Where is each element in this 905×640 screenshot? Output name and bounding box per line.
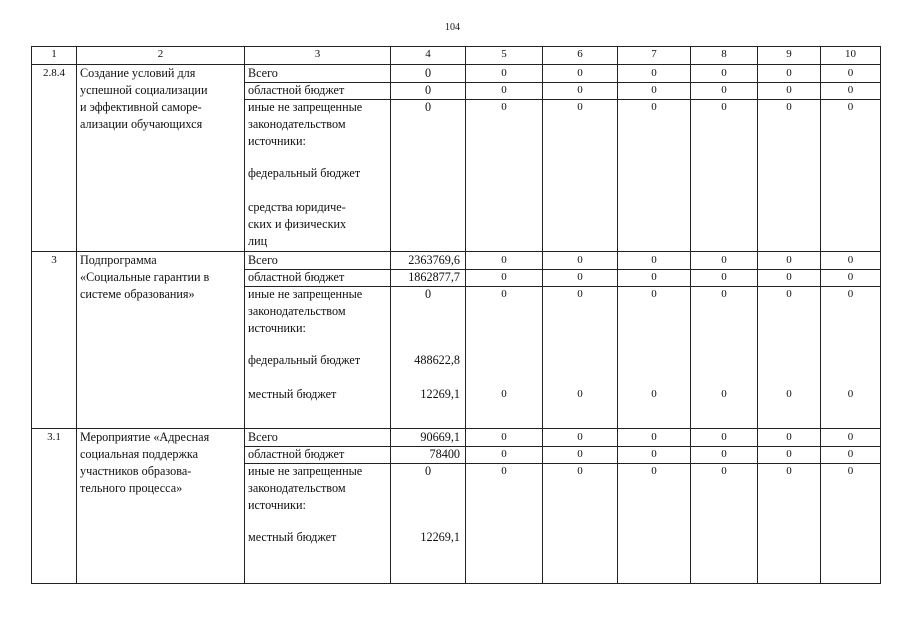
year-values <box>691 252 758 429</box>
header-cell: 6 <box>543 47 618 65</box>
year-cell <box>466 269 542 287</box>
year-value: 0 <box>847 101 854 113</box>
year-value: 0 <box>651 271 657 283</box>
page-number: 104 <box>445 22 460 33</box>
funding-sources <box>245 252 391 429</box>
year-value: 0 <box>501 388 507 400</box>
year-cell <box>821 429 880 447</box>
source-cell <box>245 352 390 369</box>
year-cell <box>821 65 880 83</box>
year-value: 0 <box>651 101 657 113</box>
year-stack <box>543 252 617 428</box>
year-value: 0 <box>501 101 507 113</box>
total-cell <box>391 429 465 447</box>
item-number <box>32 252 77 429</box>
funding-sources <box>245 429 391 584</box>
year-cell <box>466 99 542 251</box>
source-stack <box>245 252 390 428</box>
source-label: местный бюджет <box>248 387 337 401</box>
year-values <box>466 252 543 429</box>
year-values <box>758 252 821 429</box>
header-cell: 8 <box>691 47 758 65</box>
year-stack <box>543 65 617 251</box>
header-cell: 1 <box>32 47 77 65</box>
year-value: 0 <box>786 254 792 266</box>
year-value: 0 <box>721 388 727 400</box>
year-stack <box>466 65 542 251</box>
total-value: 0 <box>424 464 432 478</box>
year-value: 0 <box>501 84 507 96</box>
year-cell <box>691 252 757 270</box>
source-label: ских и физических <box>248 217 347 231</box>
year-cell <box>691 446 757 464</box>
total-cell <box>391 463 465 583</box>
year-stack <box>543 429 617 583</box>
year-cell <box>618 65 690 83</box>
source-cell <box>245 165 390 182</box>
source-cell <box>245 429 390 447</box>
year-cell <box>821 99 880 251</box>
year-stack <box>758 429 820 583</box>
source-label: иные не запрещенные <box>248 464 363 478</box>
year-cell <box>691 65 757 83</box>
header-row <box>32 47 881 65</box>
year-cell <box>758 429 820 447</box>
source-label: средства юридиче- <box>248 200 346 214</box>
total-value: 78400 <box>429 447 460 461</box>
item-number <box>32 429 77 584</box>
source-label: Всего <box>248 253 278 267</box>
year-value: 0 <box>721 288 727 300</box>
year-stack <box>821 65 880 251</box>
source-label: источники: <box>248 134 306 148</box>
year-stack <box>618 429 690 583</box>
year-stack <box>466 252 542 428</box>
year-stack <box>758 252 820 428</box>
year-stack <box>691 252 757 428</box>
total-values <box>391 252 466 429</box>
year-cell <box>821 286 880 428</box>
year-value: 0 <box>577 84 583 96</box>
year-cell <box>618 99 690 251</box>
year-cell <box>543 269 617 287</box>
total-cell <box>391 99 465 251</box>
year-cell <box>691 386 757 403</box>
year-cell <box>821 446 880 464</box>
item-name-line: социальная поддержка <box>80 447 199 461</box>
item-name-line: Подпрограмма <box>80 253 157 267</box>
item-name-line: успешной социализации <box>80 83 208 97</box>
year-value: 0 <box>721 67 727 79</box>
year-value: 0 <box>786 465 792 477</box>
source-label: законодательством <box>248 481 346 495</box>
year-value: 0 <box>786 288 792 300</box>
year-cell <box>691 286 757 428</box>
year-cell <box>618 429 690 447</box>
year-stack <box>618 252 690 428</box>
year-value: 0 <box>577 448 583 460</box>
item-number-text: 3 <box>51 254 57 266</box>
source-stack <box>245 429 390 583</box>
source-label: источники: <box>248 321 306 335</box>
year-stack <box>821 429 880 583</box>
year-cell <box>758 463 820 583</box>
year-values <box>821 429 881 584</box>
budget-table <box>31 46 881 584</box>
year-value: 0 <box>501 67 507 79</box>
year-stack <box>466 429 542 583</box>
year-value: 0 <box>786 84 792 96</box>
year-value: 0 <box>577 254 583 266</box>
total-value: 12269,1 <box>420 387 460 401</box>
year-cell <box>618 286 690 428</box>
year-cell <box>543 429 617 447</box>
total-value: 0 <box>424 100 432 114</box>
source-label: лиц <box>248 234 268 248</box>
year-value: 0 <box>847 67 854 79</box>
year-value: 0 <box>651 288 657 300</box>
year-value: 0 <box>786 448 792 460</box>
source-label: иные не запрещенные <box>248 287 363 301</box>
year-cell <box>758 252 820 270</box>
year-value: 0 <box>786 388 792 400</box>
header-cell: 10 <box>821 47 881 65</box>
year-value: 0 <box>577 465 583 477</box>
total-value: 0 <box>424 83 432 97</box>
year-value: 0 <box>577 101 583 113</box>
total-value: 488622,8 <box>414 353 460 367</box>
source-cell <box>245 65 390 83</box>
year-cell <box>758 446 820 464</box>
year-cell <box>466 286 542 428</box>
source-label: областной бюджет <box>248 270 345 284</box>
total-cell <box>391 252 465 270</box>
year-cell <box>543 386 617 403</box>
total-value: 90669,1 <box>420 430 460 444</box>
year-value: 0 <box>501 288 507 300</box>
year-values <box>466 429 543 584</box>
year-value: 0 <box>721 448 727 460</box>
year-values <box>758 65 821 252</box>
year-cell <box>758 269 820 287</box>
year-cell <box>618 386 690 403</box>
item-number-text: 2.8.4 <box>43 67 65 79</box>
source-cell <box>245 446 390 464</box>
year-cell <box>466 65 542 83</box>
total-values <box>391 65 466 252</box>
total-stack <box>391 65 465 251</box>
year-value: 0 <box>501 465 507 477</box>
total-value: 0 <box>424 66 432 80</box>
year-cell <box>618 252 690 270</box>
year-cell <box>543 82 617 100</box>
year-cell <box>691 99 757 251</box>
total-cell <box>391 529 465 546</box>
year-cell <box>691 429 757 447</box>
total-values <box>391 429 466 584</box>
year-cell <box>618 463 690 583</box>
year-value: 0 <box>651 388 657 400</box>
total-cell <box>391 386 465 403</box>
header-cell: 7 <box>618 47 691 65</box>
source-label: федеральный бюджет <box>248 166 361 180</box>
year-value: 0 <box>577 388 583 400</box>
year-value: 0 <box>721 84 727 96</box>
year-cell <box>466 429 542 447</box>
year-cell <box>618 446 690 464</box>
source-cell <box>245 529 390 546</box>
item-name <box>77 65 245 252</box>
header-cell: 5 <box>466 47 543 65</box>
funding-sources <box>245 65 391 252</box>
source-label: законодательством <box>248 117 346 131</box>
source-cell <box>245 386 390 403</box>
source-cell <box>245 199 390 250</box>
year-cell <box>758 82 820 100</box>
source-label: федеральный бюджет <box>248 353 361 367</box>
year-cell <box>821 386 880 403</box>
source-label: Всего <box>248 66 278 80</box>
source-stack <box>245 65 390 251</box>
total-cell <box>391 352 465 369</box>
year-value: 0 <box>721 254 727 266</box>
year-stack <box>618 65 690 251</box>
table-row <box>32 252 881 429</box>
year-stack <box>758 65 820 251</box>
year-values <box>691 429 758 584</box>
item-name-line: и эффективной саморе- <box>80 100 202 114</box>
year-values <box>543 429 618 584</box>
year-value: 0 <box>721 101 727 113</box>
year-cell <box>466 252 542 270</box>
year-value: 0 <box>847 465 854 477</box>
total-value: 0 <box>424 287 432 301</box>
year-cell <box>466 463 542 583</box>
year-value: 0 <box>786 67 792 79</box>
source-cell <box>245 463 390 583</box>
item-name <box>77 252 245 429</box>
header-cell: 2 <box>77 47 245 65</box>
header-cell: 4 <box>391 47 466 65</box>
year-cell <box>543 99 617 251</box>
year-value: 0 <box>847 448 854 460</box>
year-cell <box>758 65 820 83</box>
year-value: 0 <box>786 271 792 283</box>
total-stack <box>391 252 465 428</box>
year-cell <box>821 269 880 287</box>
year-values <box>758 429 821 584</box>
item-name-line: ализации обучающихся <box>80 117 203 131</box>
year-cell <box>821 463 880 583</box>
year-cell <box>543 286 617 428</box>
item-name-line: тельного процесса» <box>80 481 183 495</box>
year-cell <box>466 446 542 464</box>
header-cell: 9 <box>758 47 821 65</box>
total-cell <box>391 269 465 287</box>
source-cell <box>245 82 390 100</box>
item-name-line: системе образования» <box>80 287 195 301</box>
year-cell <box>466 386 542 403</box>
year-cell <box>758 286 820 428</box>
year-cell <box>618 269 690 287</box>
year-cell <box>758 99 820 251</box>
year-value: 0 <box>786 101 792 113</box>
total-stack <box>391 429 465 583</box>
source-label: местный бюджет <box>248 530 337 544</box>
year-cell <box>821 82 880 100</box>
item-number <box>32 65 77 252</box>
year-value: 0 <box>847 388 854 400</box>
table-row <box>32 429 881 584</box>
year-value: 0 <box>651 448 657 460</box>
year-cell <box>691 269 757 287</box>
source-label: областной бюджет <box>248 83 345 97</box>
year-value: 0 <box>651 67 657 79</box>
year-value: 0 <box>577 431 583 443</box>
item-number-text: 3.1 <box>47 431 61 443</box>
year-value: 0 <box>847 84 854 96</box>
year-cell <box>543 252 617 270</box>
source-cell <box>245 269 390 287</box>
source-label: Всего <box>248 430 278 444</box>
year-value: 0 <box>577 271 583 283</box>
table-row <box>32 65 881 252</box>
year-cell <box>543 463 617 583</box>
source-label: иные не запрещенные <box>248 100 363 114</box>
total-value: 12269,1 <box>420 530 460 544</box>
year-value: 0 <box>847 431 854 443</box>
year-stack <box>691 429 757 583</box>
total-cell <box>391 446 465 464</box>
year-values <box>821 65 881 252</box>
year-value: 0 <box>501 254 507 266</box>
year-cell <box>691 82 757 100</box>
year-cell <box>691 463 757 583</box>
source-cell <box>245 252 390 270</box>
header-cell: 3 <box>245 47 391 65</box>
year-cell <box>543 65 617 83</box>
year-value: 0 <box>651 465 657 477</box>
year-cell <box>466 82 542 100</box>
year-values <box>543 65 618 252</box>
year-value: 0 <box>721 465 727 477</box>
year-values <box>543 252 618 429</box>
year-value: 0 <box>501 271 507 283</box>
year-cell <box>543 446 617 464</box>
item-name-line: участников образова- <box>80 464 192 478</box>
total-cell <box>391 65 465 83</box>
year-values <box>691 65 758 252</box>
year-value: 0 <box>847 271 854 283</box>
total-value: 1862877,7 <box>408 270 460 284</box>
year-value: 0 <box>651 254 657 266</box>
total-cell <box>391 82 465 100</box>
year-value: 0 <box>651 84 657 96</box>
year-value: 0 <box>651 431 657 443</box>
item-name <box>77 429 245 584</box>
year-value: 0 <box>721 431 727 443</box>
item-name-line: Создание условий для <box>80 66 196 80</box>
year-value: 0 <box>577 67 583 79</box>
year-values <box>821 252 881 429</box>
year-values <box>618 429 691 584</box>
year-stack <box>691 65 757 251</box>
source-label: источники: <box>248 498 306 512</box>
total-value: 2363769,6 <box>408 253 460 267</box>
year-value: 0 <box>847 254 854 266</box>
year-values <box>466 65 543 252</box>
year-cell <box>821 252 880 270</box>
year-stack <box>821 252 880 428</box>
year-value: 0 <box>501 431 507 443</box>
item-name-line: Мероприятие «Адресная <box>80 430 210 444</box>
year-values <box>618 252 691 429</box>
source-label: законодательством <box>248 304 346 318</box>
year-value: 0 <box>577 288 583 300</box>
year-value: 0 <box>786 431 792 443</box>
source-label: областной бюджет <box>248 447 345 461</box>
year-cell <box>758 386 820 403</box>
year-values <box>618 65 691 252</box>
item-name-line: «Социальные гарантии в <box>80 270 210 284</box>
year-value: 0 <box>721 271 727 283</box>
year-value: 0 <box>501 448 507 460</box>
year-cell <box>618 82 690 100</box>
year-value: 0 <box>847 288 854 300</box>
